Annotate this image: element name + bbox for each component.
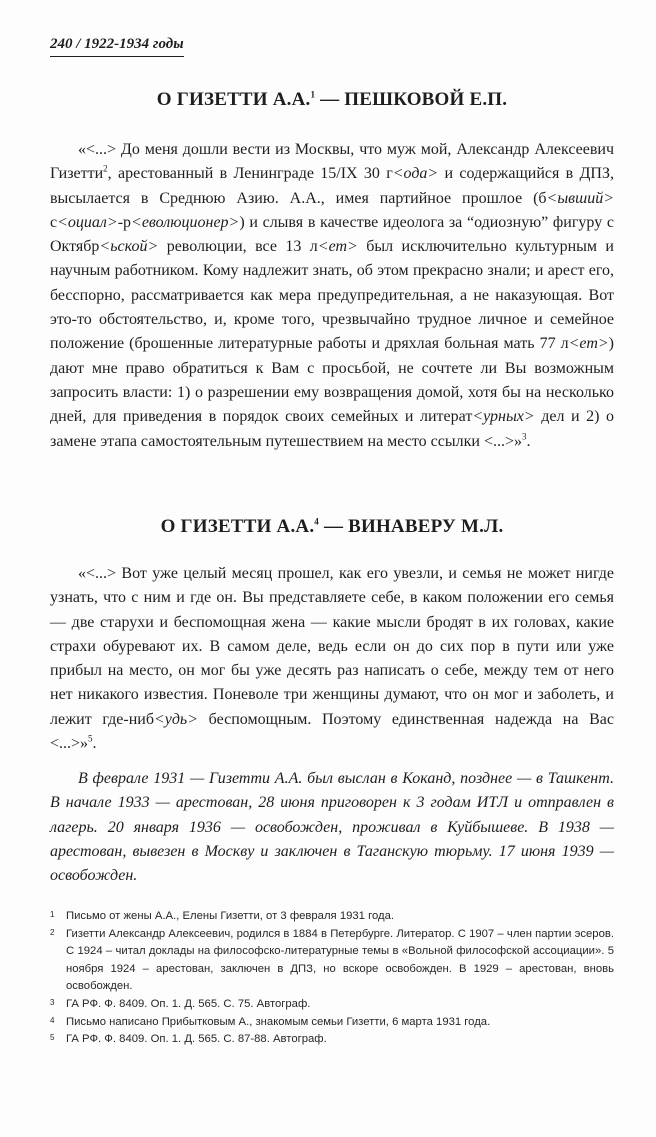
footnote-ref: 2 [103,163,108,174]
letter1-body: «<...> До меня дошли вести из Москвы, что муж мой, Александр Алексеевич Гизетти$^2$, арестованный в Ленинграде 15/IX 30 г<ода> и содержащийся в ДПЗ, высылается в Среднюю Азию. А.А., имея партийное прошлое (б<ывший> с<оциал>-р<еволюционер>) и слывя в качестве идеолога за “одиозную” фигуру с Октябр<ьской> революции, все 13 л<ет> был исключительно культурным и научным работником. Кому надлежит знать, об этом прекрасно знали; и арест его, бесспорно, рассматривается как мера предупредительная, а не наказующая. Вот это-то обстоятельство, и, кроме того, чрезвычайно трудное личное и семейное положение (брошенные литературные работы и дряхлая больная мать 77 л<ет>) дают мне право обратиться к Вам с просьбой, не сочтете ли Вы возможным запросить власти: 1) о разрешении ему возвращения домой, хотя бы на несколько дней, для приведения в порядок своих семейных и литерат<урных> дел и 2) о замене этапа самостоятельным путешествием на место ссылки <...>»$^3$. [50,141,614,450]
letter1-heading-text: О ГИЗЕТТИ А.А. [156,89,311,110]
footnote-2: 2 Гизетти Александр Алексеевич, родился в 1884 в Петербурге. Литератор. С 1907 – член партии эсеров. С 1924 – читал доклады на философско-литературные темы в «Вольной философской ассоциации». 5 ноября 1924 – арестован, заключен в ДПЗ, но вскоре освобожден. В 1929 – арестован, вновь освобожден. [50,927,614,993]
editorial-insertion: <ывший> [546,189,614,207]
footnote-5: 5 ГА РФ. Ф. 8409. Оп. 1. Д. 565. С. 87-88. Автограф. [50,1033,327,1046]
running-head: 240 / 1922-1934 годы [50,36,184,57]
biography-summary: В феврале 1931 — Гизетти А.А. был выслан в Коканд, позднее — в Ташкент. В начале 1933 — арестован, 28 июня приговорен к 3 годам ИТЛ и отправлен в лагерь. 20 января 1936 — освобожден, проживал в Куйбышеве. В 1938 — арестован, вывезен в Москву и заключен в Таганскую тюрьму. 17 июня 1939 — освобожден. [50,770,614,885]
editorial-insertion: <ет> [568,335,609,353]
letter1-heading [50,89,614,111]
letter2-body: «<...> Вот уже целый месяц прошел, как его увезли, и семья не может нигде узнать, что с ним и где он. Вы представляете себе, в каком положении его семья — две старухи и беспомощная жена — какие мысли бродят в их головах, какие страхи обуревают их. В самом деле, ведь если он до сих пор в пути или уже прибыл на место, он мог бы уже десять раз написать о себе, между тем от него нет никакого известия. Поневоле три женщины думают, что он мог и заболеть, и лежит где-ниб<удь> беспомощным. Поэтому единственная надежда на Вас <...>»$^5$. [50,565,615,753]
footnotes [50,908,614,1049]
letter1-heading-tail: — ПЕШКОВОЙ Е.П. [315,89,508,110]
editorial-insertion: <оциал> [57,213,118,231]
editorial-insertion: <еволюционер> [131,213,240,231]
editorial-insertion: <урных> [472,408,535,426]
letter2-heading [50,516,614,538]
footnote-1: 1 Письмо от жены А.А., Елены Гизетти, от 3 февраля 1931 года. [50,910,395,922]
footnote-ref: 5 [88,733,93,744]
letter2-heading-text: О ГИЗЕТТИ А.А. [160,516,315,537]
footnote-4: 4 Письмо написано Прибытковым А., знакомым семьи Гизетти, 6 марта 1931 года. [50,1015,491,1028]
editorial-insertion: <ода> [392,165,439,183]
letter1-heading-ref: 1 [310,89,316,100]
letter2-heading-ref: 4 [314,516,319,527]
editorial-insertion: <ьской> [99,238,159,256]
letter2-heading-tail: — ВИНАВЕРУ М.Л. [319,516,504,537]
editorial-insertion: <удь> [153,710,198,728]
editorial-insertion: <ет> [317,238,358,256]
footnote-ref: 3 [522,431,527,442]
footnote-3: 3 ГА РФ. Ф. 8409. Оп. 1. Д. 565. С. 75. Автограф. [50,997,311,1010]
